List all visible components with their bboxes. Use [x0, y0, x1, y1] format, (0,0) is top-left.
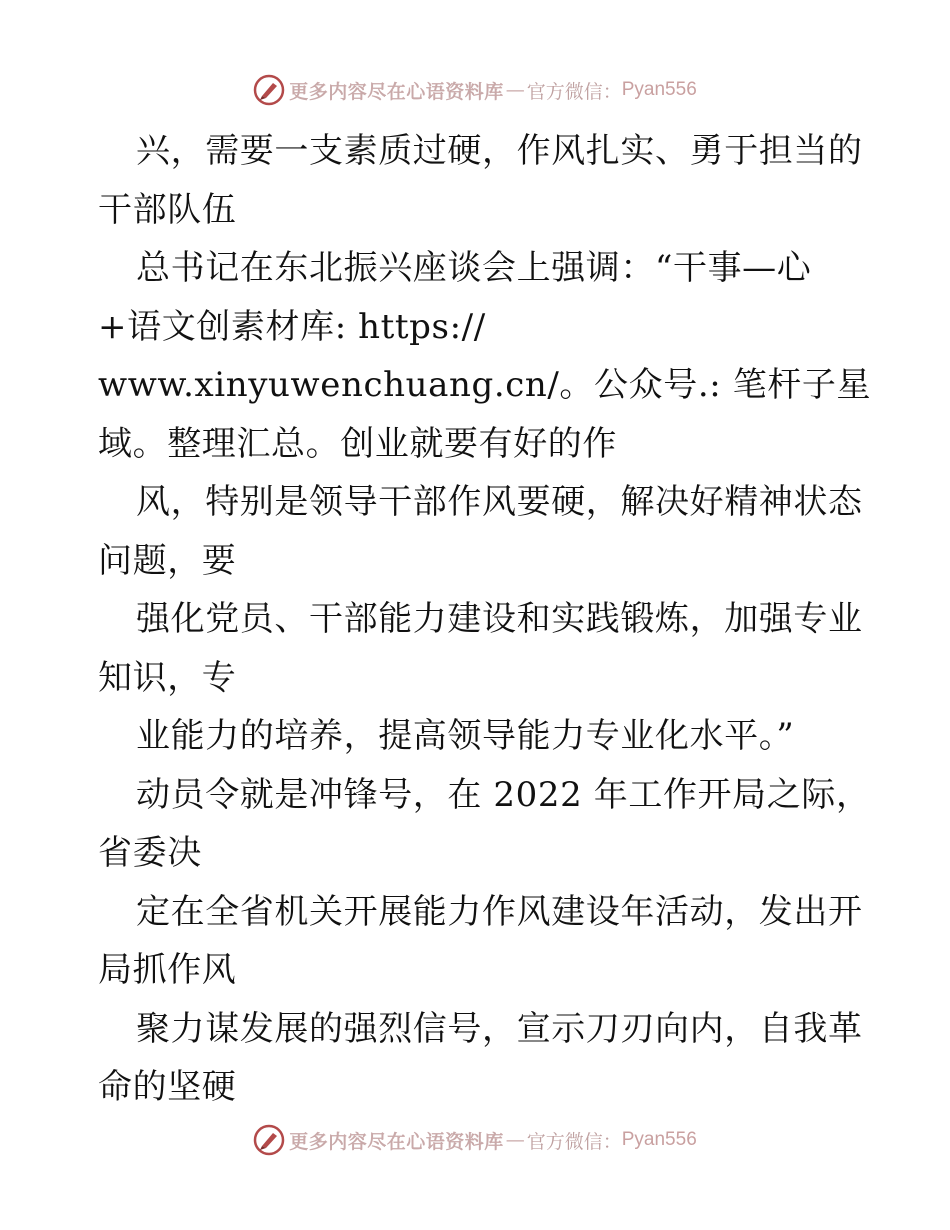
body-line: 局抓作风 [98, 950, 237, 990]
banner-separator: — [505, 1129, 525, 1151]
body-line: 风，特别是领导干部作风要硬，解决好精神状态 [136, 482, 863, 522]
body-line: 问题，要 [98, 540, 237, 581]
body-line: 兴，需要一支素质过硬，作风扎实、勇于担当的 [136, 131, 863, 171]
footer-banner [0, 1120, 950, 1160]
banner-wechat-label: 官方微信： [526, 1130, 622, 1153]
banner-separator: — [505, 79, 525, 101]
body-line: 知识，专 [98, 657, 237, 698]
logo-icon [253, 1124, 285, 1156]
body-line: 总书记在东北振兴座谈会上强调：“干事—心 [136, 248, 812, 288]
banner-wechat-label: 官方微信： [526, 80, 622, 103]
body-line: 强化党员、干部能力建设和实践锻炼，加强专业 [136, 599, 863, 639]
body-line: 动员令就是冲锋号，在 2022 年工作开局之际， [136, 774, 871, 815]
body-line: 业能力的培养，提高领导能力专业化水平。” [136, 716, 795, 756]
banner-title: 更多内容尽在心语资料库 [289, 80, 504, 103]
banner-title: 更多内容尽在心语资料库 [289, 1130, 504, 1153]
body-line: 命的坚硬 [98, 1067, 237, 1107]
body-line: 域。整理汇总。创业就要有好的作 [98, 423, 617, 464]
document-body [98, 122, 872, 1117]
body-line: 聚力谋发展的强烈信号，宣示刀刃向内，自我革 [136, 1008, 863, 1049]
banner-wechat-id: Pyan556 [621, 79, 697, 100]
body-line: 定在全省机关开展能力作风建设年活动，发出开 [136, 891, 863, 932]
body-line: www.xinyuwenchuang.cn/。公众号.: 笔杆子星 [98, 365, 872, 405]
body-line: 干部队伍 [98, 189, 237, 230]
body-line: 省委决 [98, 833, 202, 873]
banner-wechat-id: Pyan556 [621, 1129, 697, 1150]
header-banner [0, 70, 950, 110]
logo-icon [253, 74, 285, 106]
body-line: +语文创素材库: https:// [98, 306, 486, 347]
